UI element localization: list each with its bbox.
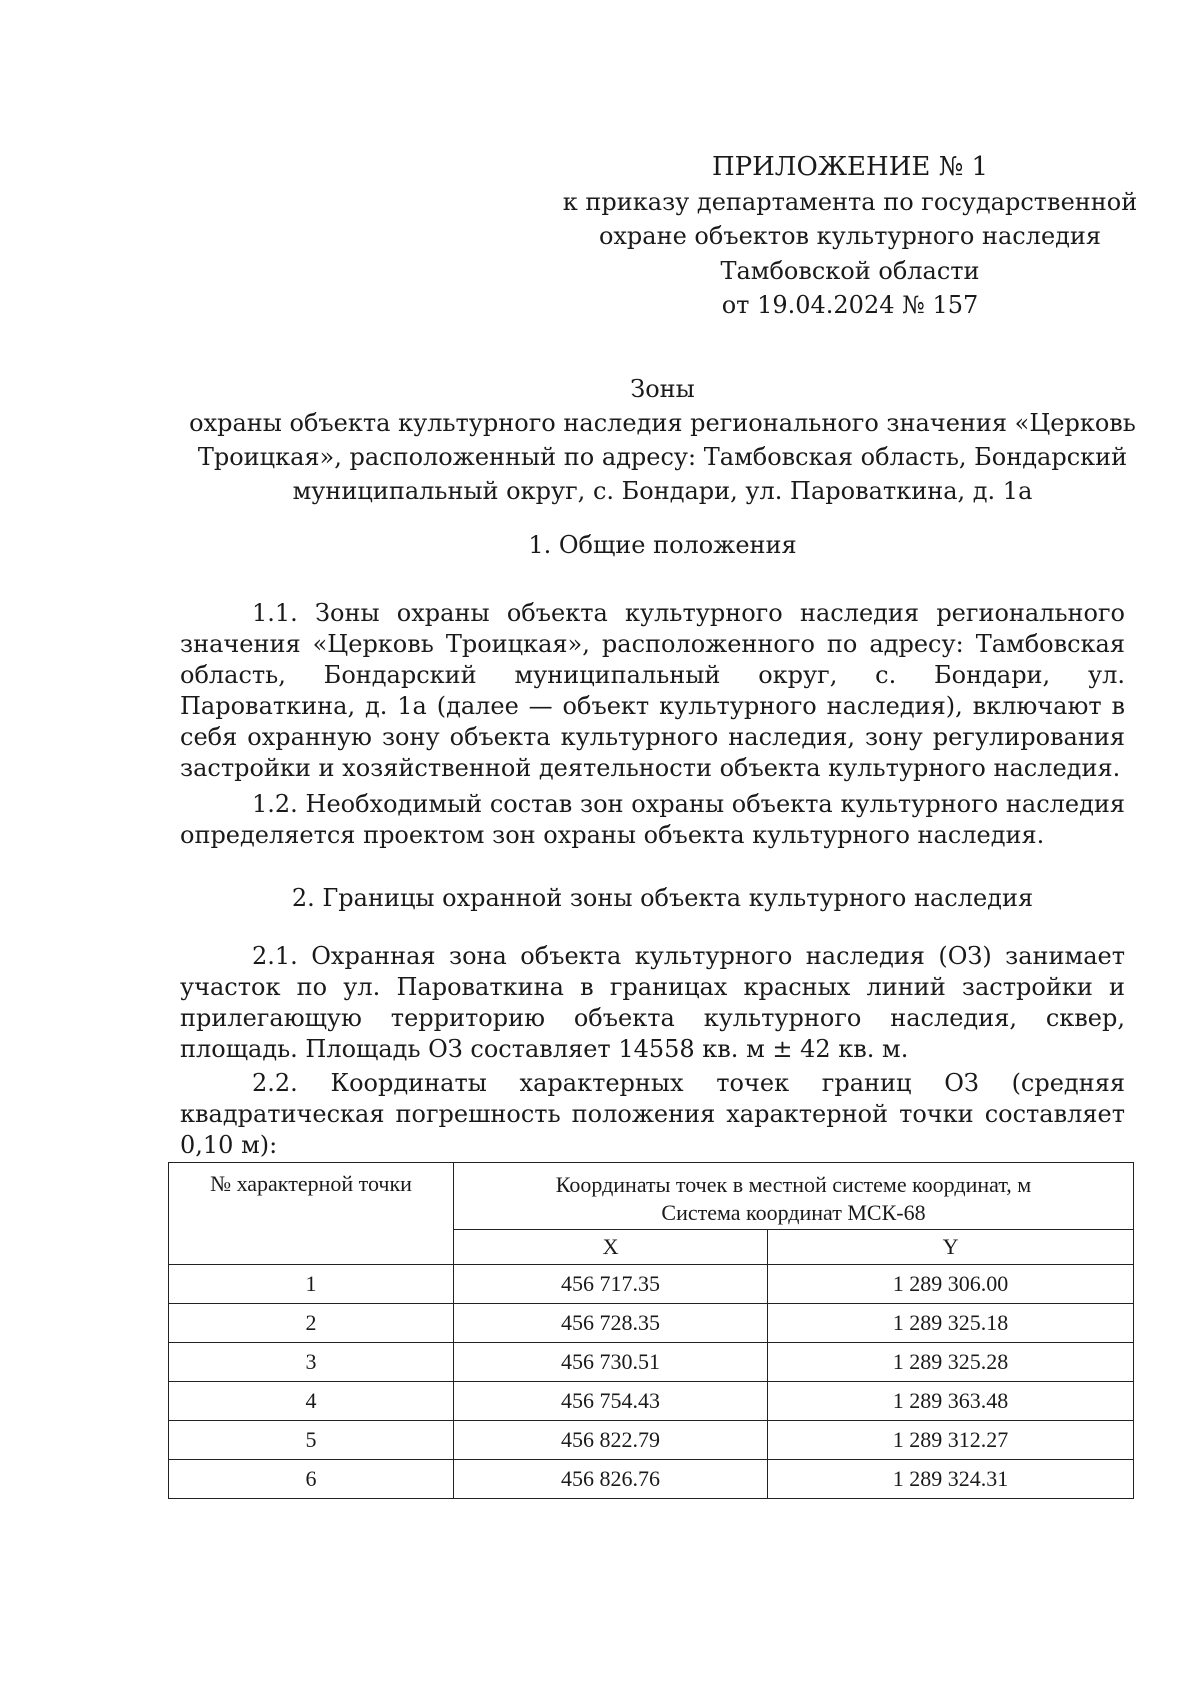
cell-y: 1 289 312.27 [768, 1421, 1134, 1460]
cell-x: 456 826.76 [454, 1460, 768, 1499]
appendix-line: Тамбовской области [720, 256, 980, 285]
header-x: X [454, 1230, 768, 1265]
cell-x: 456 730.51 [454, 1343, 768, 1382]
table-row [169, 1421, 1134, 1460]
cell-point: 3 [169, 1343, 454, 1382]
cell-x: 456 717.35 [454, 1265, 768, 1304]
paragraph-1-1: 1.1. Зоны охраны объекта культурного наследия регионального значения «Церковь Троицкая», расположенного по адресу: Тамбовская область, Бондарский муниципальный округ, с. Бондари, ул. Пароваткина, д. 1а (далее — объект культурного наследия), включают в себя охранную зону объекта культурного наследия, зону регулирования застройки и хозяйственной деятельности объекта культурного наследия. [180, 599, 1125, 782]
appendix-block [560, 150, 1140, 323]
cell-point: 2 [169, 1304, 454, 1343]
header-y: Y [768, 1230, 1134, 1265]
appendix-number: ПРИЛОЖЕНИЕ № 1 [711, 152, 989, 182]
cell-point: 1 [169, 1265, 454, 1304]
appendix-line: к приказу департамента по государственной [562, 187, 1138, 216]
coordinates-table [168, 1162, 1134, 1499]
header-coordinate-system: Система координат МСК-68 [661, 1200, 926, 1225]
title-line: охраны объекта культурного наследия регионального значения «Церковь [189, 409, 1136, 437]
cell-y: 1 289 324.31 [768, 1460, 1134, 1499]
cell-y: 1 289 306.00 [768, 1265, 1134, 1304]
appendix-date: от 19.04.2024 № 157 [721, 291, 979, 319]
header-coordinates-line: Координаты точек в местной системе координат, м [555, 1172, 1032, 1197]
table-row [169, 1265, 1134, 1304]
cell-point: 4 [169, 1382, 454, 1421]
cell-x: 456 728.35 [454, 1304, 768, 1343]
coordinates-table-wrap [168, 1162, 1134, 1499]
cell-x: 456 754.43 [454, 1382, 768, 1421]
title-line: Троицкая», расположенный по адресу: Тамбовская область, Бондарский [197, 443, 1128, 471]
cell-point: 5 [169, 1421, 454, 1460]
cell-x: 456 822.79 [454, 1421, 768, 1460]
paragraph-1-2: 1.2. Необходимый состав зон охраны объекта культурного наследия определяется проектом зон охраны объекта культурного наследия. [180, 790, 1125, 849]
paragraph-2-1: 2.1. Охранная зона объекта культурного наследия (ОЗ) занимает участок по ул. Пароваткина в границах красных линий застройки и прилегающую территорию объекта культурного наследия, сквер, площадь. Площадь ОЗ составляет 14558 кв. м ± 42 кв. м. [180, 942, 1125, 1063]
header-point-number: № характерной точки [169, 1163, 454, 1265]
cell-y: 1 289 325.28 [768, 1343, 1134, 1382]
table-row [169, 1460, 1134, 1499]
cell-y: 1 289 325.18 [768, 1304, 1134, 1343]
cell-point: 6 [169, 1460, 454, 1499]
cell-y: 1 289 363.48 [768, 1382, 1134, 1421]
document-title [165, 372, 1160, 508]
section-1-heading: 1. Общие положения [528, 531, 797, 559]
title-line: муниципальный округ, с. Бондари, ул. Пароваткина, д. 1а [292, 477, 1033, 505]
title-line: Зоны [630, 375, 695, 403]
table-row [169, 1304, 1134, 1343]
header-coordinates [454, 1163, 1134, 1230]
appendix-line: охране объектов культурного наследия [598, 222, 1102, 250]
table-row [169, 1343, 1134, 1382]
table-row [169, 1382, 1134, 1421]
section-2-heading: 2. Границы охранной зоны объекта культурного наследия [291, 884, 1034, 912]
paragraph-2-2: 2.2. Координаты характерных точек границ ОЗ (средняя квадратическая погрешность положения характерной точки составляет 0,10 м): [180, 1069, 1125, 1159]
